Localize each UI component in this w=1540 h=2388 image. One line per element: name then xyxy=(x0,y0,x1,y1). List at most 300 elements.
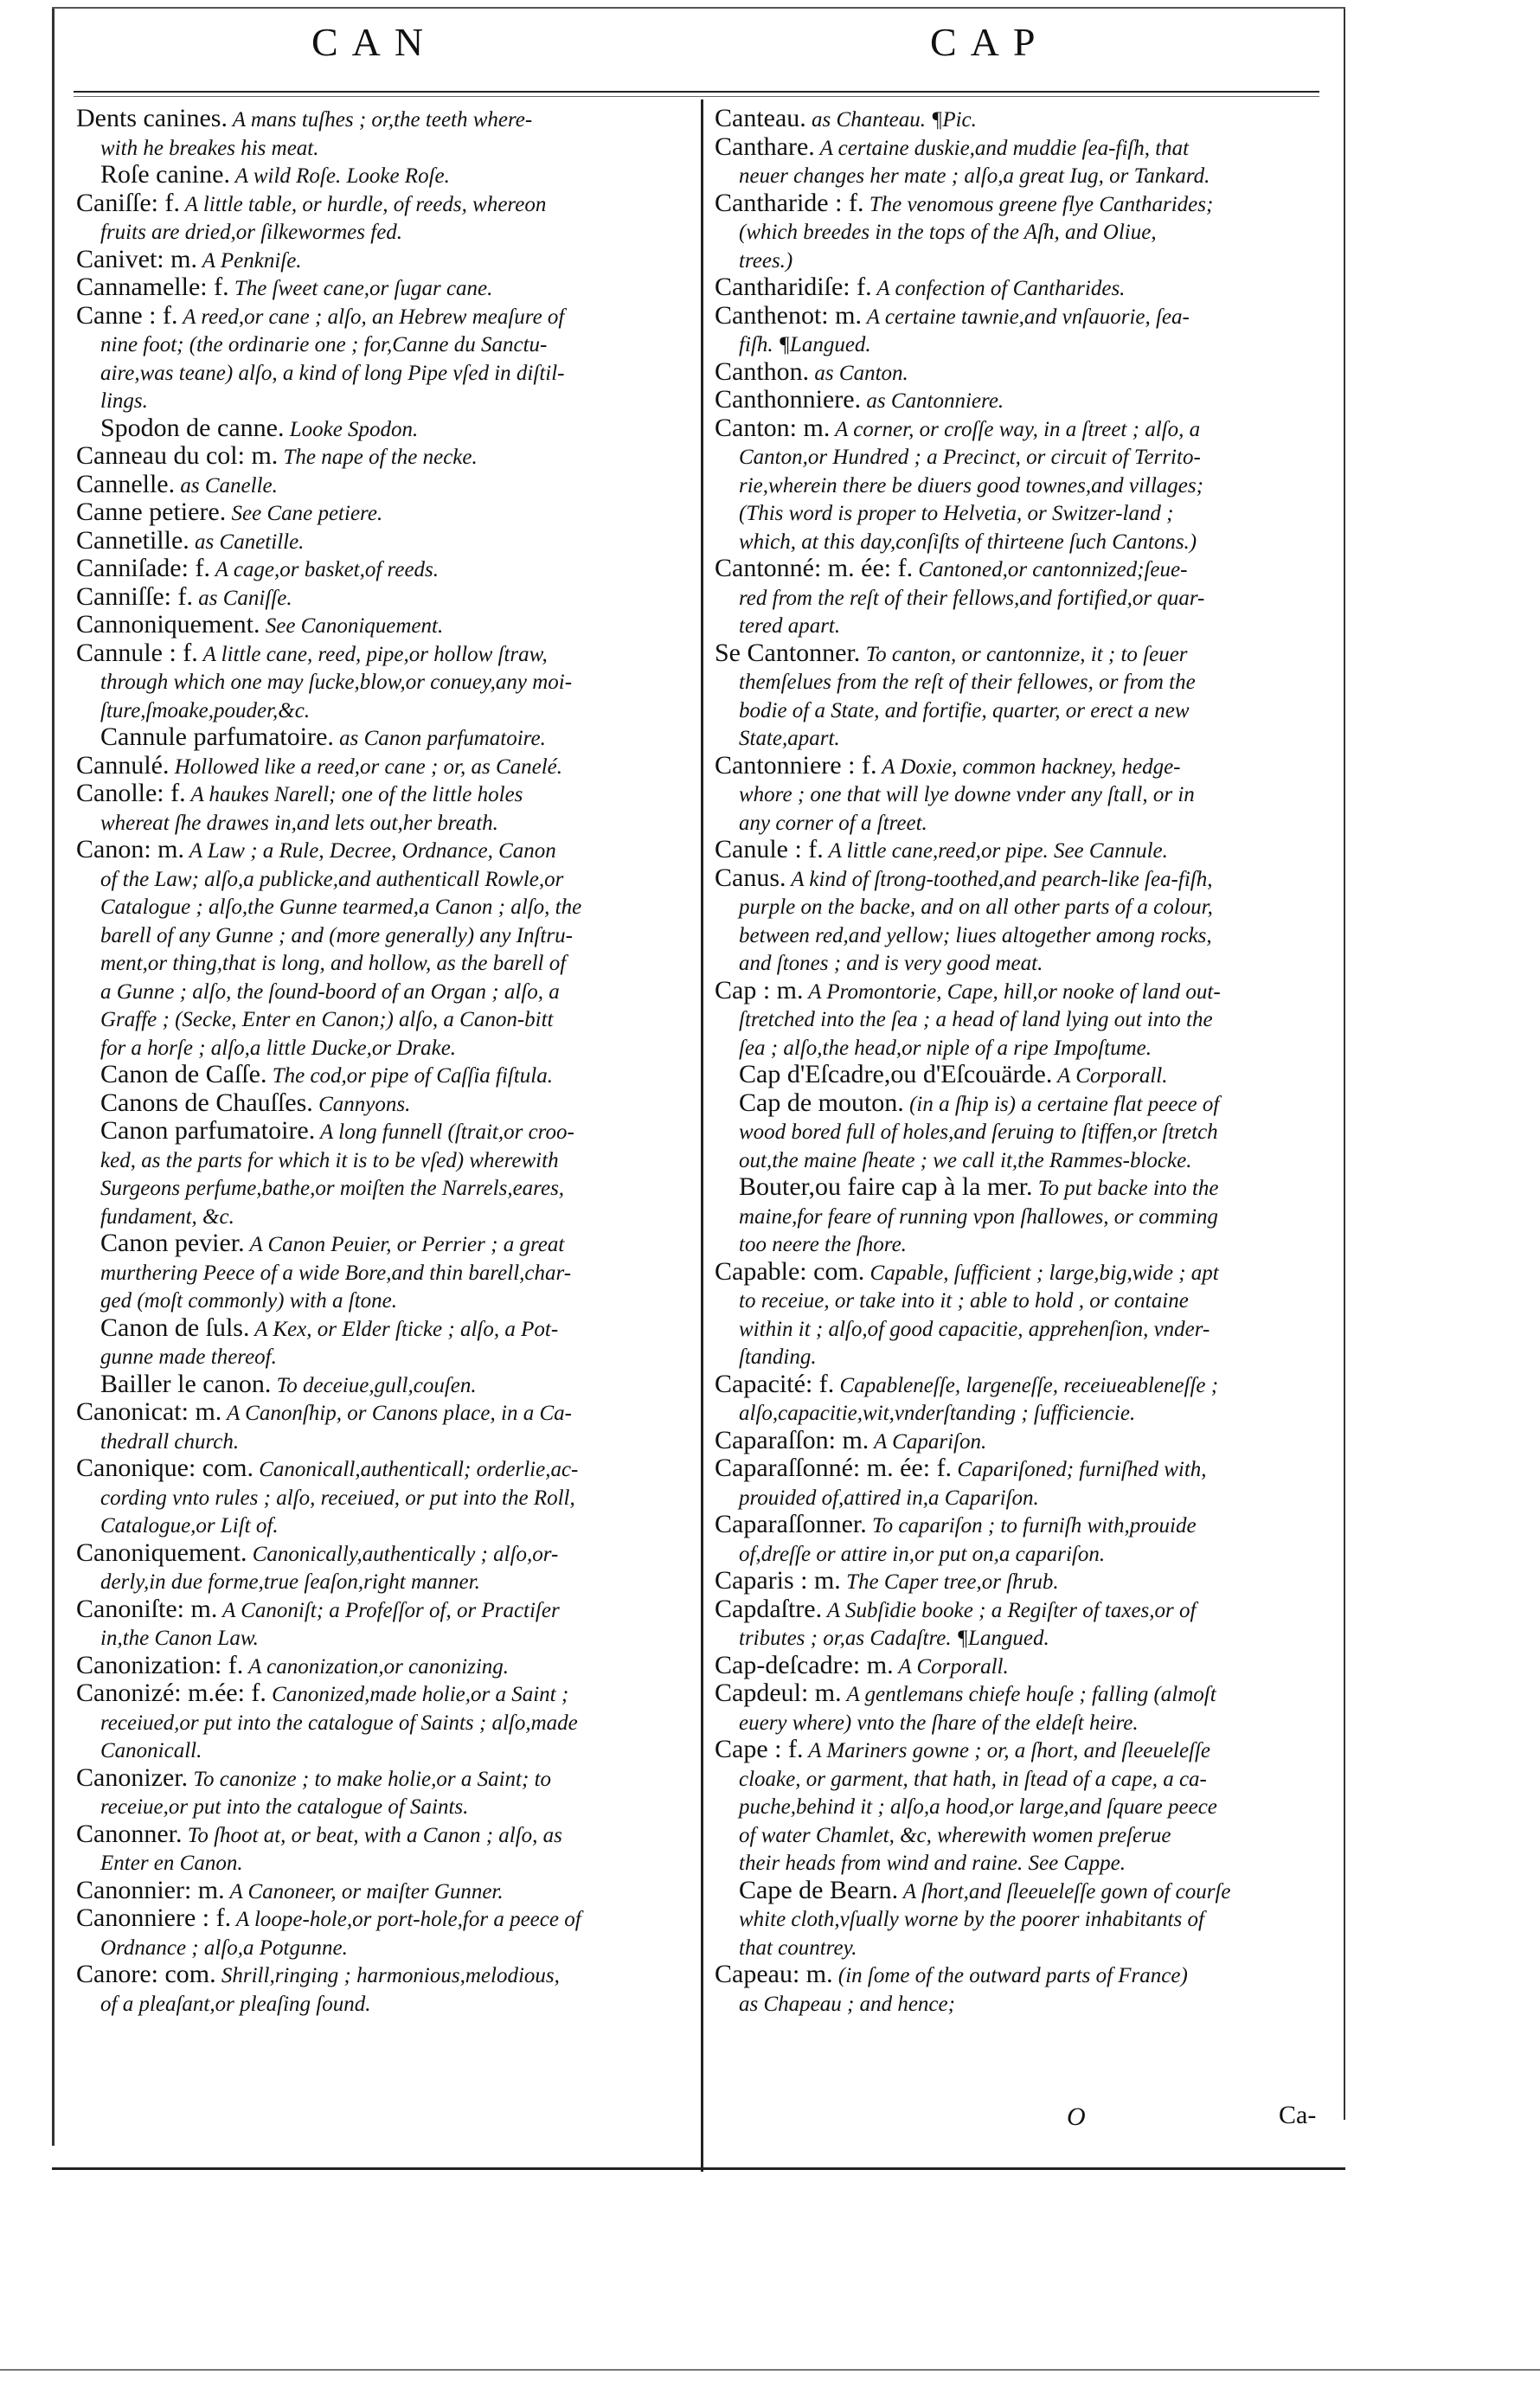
entry-headword: Canonner. xyxy=(76,1819,183,1848)
dictionary-entry-line xyxy=(715,1568,1339,1596)
dictionary-entry-line xyxy=(715,1793,1339,1821)
entry-definition: as Chapeau ; and hence; xyxy=(739,1992,955,2016)
dictionary-entry-line xyxy=(76,499,692,528)
dictionary-entry-line xyxy=(76,300,692,331)
dictionary-entry-line xyxy=(715,865,1339,894)
entry-headword: Capdeul: m. xyxy=(715,1679,842,1707)
entry-headword: Canon de Caſſe. xyxy=(100,1060,267,1088)
dictionary-entry-line xyxy=(76,1062,692,1090)
entry-definition: A little cane,reed,or pipe. See Cannule. xyxy=(823,839,1168,863)
entry-definition: thedrall church. xyxy=(100,1429,240,1454)
dictionary-entry-line xyxy=(715,1371,1339,1400)
entry-definition: (which breedes in the tops of the Aſh, and Oliue, xyxy=(739,221,1157,244)
dictionary-entry-line xyxy=(715,1425,1339,1456)
entry-definition: A Law ; a Rule, Decree, Ordnance, Canon xyxy=(184,839,556,863)
dictionary-entry-line xyxy=(76,1934,692,1962)
entry-definition: See Canoniquement. xyxy=(260,614,444,638)
column-divider xyxy=(701,100,703,2172)
entry-headword: Cannule parfumatoire. xyxy=(100,722,334,751)
dictionary-entry-line xyxy=(715,1540,1339,1569)
dictionary-entry-line xyxy=(76,1287,692,1315)
entry-definition: Cantoned,or cantonnized;ſeue- xyxy=(913,558,1188,581)
dictionary-entry-line xyxy=(715,640,1339,669)
dictionary-entry-line xyxy=(715,750,1339,781)
entry-definition: as Caniſſe. xyxy=(192,586,292,610)
entry-headword: Caparis : m. xyxy=(715,1566,841,1595)
entry-definition: Cannyons. xyxy=(312,1092,411,1116)
dictionary-entry-line xyxy=(715,809,1339,838)
dictionary-entry-line xyxy=(76,581,692,613)
dictionary-entry-line xyxy=(715,1090,1339,1119)
entry-definition: ſtanding. xyxy=(739,1345,817,1369)
dictionary-entry-line xyxy=(76,1568,692,1596)
dictionary-entry-line xyxy=(715,1512,1339,1540)
entry-headword: Canthonniere. xyxy=(715,385,862,414)
entry-definition: A certaine duskie,and muddie ſea-fiſh, that xyxy=(814,136,1190,160)
dictionary-entry-line xyxy=(76,1146,692,1175)
entry-headword: Caparaſſonné: m. ée: f. xyxy=(715,1454,953,1482)
dictionary-entry-line xyxy=(76,893,692,921)
dictionary-entry-line xyxy=(715,780,1339,809)
dictionary-entry-line xyxy=(76,1512,692,1540)
dictionary-entry-line xyxy=(76,443,692,472)
entry-definition: out,the maine ſheate ; we call it,the Rammes-blocke. xyxy=(739,1148,1192,1172)
entry-definition: neuer changes her mate ; alſo,a great Iug, or Tankard. xyxy=(739,164,1210,188)
dictionary-entry-line xyxy=(76,218,692,247)
entry-definition: A Canoneer, or maiſter Gunner. xyxy=(224,1879,504,1903)
entry-definition: Hollowed like a reed,or cane ; or, as Canelé. xyxy=(169,754,563,779)
dictionary-entry-line xyxy=(76,1875,692,1906)
entry-headword: Canton: m. xyxy=(715,413,831,442)
running-head-right: CAP xyxy=(930,20,1049,64)
entry-headword: Canne : f. xyxy=(76,300,178,330)
entry-headword: Cannelle. xyxy=(76,469,176,498)
entry-definition: Capariſoned; furniſhed with, xyxy=(952,1458,1207,1481)
entry-headword: Canne petiere. xyxy=(76,498,227,526)
dictionary-entry-line xyxy=(76,809,692,838)
entry-definition: that countrey. xyxy=(739,1935,857,1960)
entry-definition: through which one may ſucke,blow,or conuey,any moi- xyxy=(100,671,573,694)
entry-headword: Canus. xyxy=(715,863,786,892)
entry-definition: To canonize ; to make holie,or a Saint; to xyxy=(188,1767,552,1791)
dictionary-entry-line xyxy=(76,1821,692,1850)
dictionary-entry-line xyxy=(715,1680,1339,1709)
dictionary-entry-line xyxy=(76,162,692,190)
entry-headword: Capacité: f. xyxy=(715,1369,835,1398)
dictionary-entry-line xyxy=(715,1005,1339,1034)
dictionary-entry-line xyxy=(715,724,1339,753)
running-head-left: CAN xyxy=(311,20,438,64)
entry-definition: A canonization,or canonizing. xyxy=(243,1654,510,1679)
entry-definition: A Subſidie booke ; a Regiſter of taxes,or of xyxy=(822,1598,1197,1622)
left-border-rule xyxy=(52,9,55,2146)
entry-definition: ked, as the parts for which it is to be vſed) wherewith xyxy=(100,1148,559,1172)
dictionary-entry-line xyxy=(715,1174,1339,1203)
entry-headword: Roſe canine. xyxy=(100,160,230,189)
entry-definition: ſea ; alſo,the head,or niple of a ripe Impoſtume. xyxy=(739,1036,1152,1060)
entry-definition: A Corporall. xyxy=(893,1654,1009,1679)
entry-headword: Cantharide : f. xyxy=(715,188,864,217)
entry-headword: Canniſade: f. xyxy=(76,554,210,582)
dictionary-entry-line xyxy=(76,1762,692,1794)
entry-definition: euery where) vnto the ſhare of the eldeſt heire. xyxy=(739,1711,1139,1735)
dictionary-entry-line xyxy=(715,1961,1339,1990)
entry-headword: Canthon. xyxy=(715,356,810,386)
dictionary-entry-line xyxy=(76,1230,692,1259)
entry-definition: Shrill,ringing ; harmonious,melodious, xyxy=(215,1964,560,1987)
entry-definition: A cage,or basket,of reeds. xyxy=(209,558,440,581)
entry-headword: Cap-deſcadre: m. xyxy=(715,1650,894,1679)
dictionary-entry-line xyxy=(76,1203,692,1231)
entry-definition: for a horſe ; alſo,a little Ducke,or Drake. xyxy=(100,1036,457,1060)
entry-definition: (in ſome of the outward parts of France) xyxy=(832,1964,1188,1987)
dictionary-entry-line xyxy=(715,499,1339,528)
entry-headword: Canivet: m. xyxy=(76,244,197,273)
dictionary-entry-line xyxy=(715,331,1339,359)
scan-edge-rule xyxy=(0,2369,1540,2371)
dictionary-entry-line xyxy=(715,1315,1339,1344)
entry-definition: receiued,or put into the catalogue of Saints ; alſo,made xyxy=(100,1711,578,1735)
entry-headword: Canon pevier. xyxy=(100,1229,245,1257)
dictionary-entry-line xyxy=(715,1399,1339,1428)
entry-headword: Cannulé. xyxy=(76,750,170,780)
entry-headword: Canon de ſuls. xyxy=(100,1313,250,1342)
entry-definition: as Canton. xyxy=(809,361,908,385)
entry-headword: Cannamelle: f. xyxy=(76,273,229,301)
entry-headword: Canonniere : f. xyxy=(76,1903,232,1932)
entry-definition: of the Law; alſo,a publicke,and authenticall Rowle,or xyxy=(100,867,564,891)
dictionary-entry-line xyxy=(76,724,692,753)
dictionary-entry-line xyxy=(76,1624,692,1653)
entry-definition: Canonicall,authenticall; orderlie,ac- xyxy=(253,1458,579,1481)
entry-definition: tered apart. xyxy=(739,614,841,638)
entry-headword: Canonizé: m.ée: f. xyxy=(76,1679,266,1707)
entry-definition: as Cantonniere. xyxy=(861,389,1004,413)
entry-headword: Caniſſe: f. xyxy=(76,188,180,217)
entry-definition: Looke Spodon. xyxy=(284,417,419,441)
entry-headword: Canoniquement. xyxy=(76,1537,247,1567)
entry-definition: white cloth,vſually worne by the poorer inhabitants of xyxy=(739,1908,1204,1931)
dictionary-entry-line xyxy=(76,387,692,415)
entry-definition: fundament, &c. xyxy=(100,1204,234,1229)
entry-headword: Cap de mouton. xyxy=(739,1088,904,1117)
entry-definition: A confection of Cantharides. xyxy=(871,277,1126,300)
entry-headword: Canonique: com. xyxy=(76,1454,253,1482)
entry-definition: alſo,capacitie,wit,vnderſtanding ; ſufficiencie. xyxy=(739,1402,1136,1425)
entry-headword: Canonicat: m. xyxy=(76,1397,222,1426)
entry-headword: Cannoniquement. xyxy=(76,610,260,639)
right-border-rule xyxy=(1344,9,1345,2120)
entry-definition: fiſh. ¶Langued. xyxy=(739,333,871,356)
entry-definition: tributes ; or,as Cadaſtre. ¶Langued. xyxy=(739,1627,1049,1650)
dictionary-entry-line xyxy=(76,837,692,865)
entry-definition: To canton, or cantonnize, it ; to ſeuer xyxy=(860,642,1188,666)
dictionary-entry-line xyxy=(715,668,1339,696)
entry-definition: A ſhort,and ſleeueleſſe gown of courſe xyxy=(898,1879,1231,1903)
dictionary-entry-line xyxy=(715,1062,1339,1090)
dictionary-entry-line xyxy=(76,640,692,669)
entry-definition: (This word is proper to Helvetia, or Switzer-land ; xyxy=(739,502,1174,525)
dictionary-entry-line xyxy=(715,1875,1339,1906)
dictionary-entry-line xyxy=(76,696,692,725)
dictionary-entry-line xyxy=(715,190,1339,219)
dictionary-entry-line xyxy=(715,837,1339,865)
dictionary-entry-line xyxy=(715,555,1339,584)
dictionary-entry-line xyxy=(715,218,1339,247)
dictionary-entry-line xyxy=(715,893,1339,921)
entry-headword: Cantharidiſe: f. xyxy=(715,273,872,301)
dictionary-entry-line xyxy=(715,1230,1339,1259)
entry-headword: Se Cantonner. xyxy=(715,638,861,667)
entry-definition: maine,for feare of running vpon ſhallowes, or comming xyxy=(739,1204,1218,1229)
entry-definition: as Canetille. xyxy=(189,530,305,554)
entry-headword: Capable: com. xyxy=(715,1256,865,1286)
entry-definition: bodie of a State, and fortifie, quarter, or erect a new xyxy=(739,698,1190,722)
dictionary-entry-line xyxy=(76,1005,692,1034)
entry-definition: Catalogue ; alſo,the Gunne tearmed,a Canon ; alſo, the xyxy=(100,896,582,919)
dictionary-entry-line xyxy=(76,1990,692,2019)
dictionary-entry-line xyxy=(715,1146,1339,1175)
dictionary-entry-line xyxy=(715,1256,1339,1287)
dictionary-entry-line xyxy=(76,1537,692,1569)
entry-definition: prouided of,attired in,a Capariſon. xyxy=(739,1486,1039,1510)
entry-definition: derly,in due forme,true ſeaſon,right manner. xyxy=(100,1570,480,1594)
dictionary-entry-line xyxy=(715,162,1339,190)
entry-definition: which, at this day,conſiſts of thirteene ſuch Cantons.) xyxy=(739,530,1197,554)
entry-headword: Canteau. xyxy=(715,104,806,132)
entry-definition: Catalogue,or Liſt of. xyxy=(100,1514,279,1537)
entry-definition: A wild Roſe. Looke Roſe. xyxy=(229,164,450,188)
entry-definition: A certaine tawnie,and vnſauorie, ſea- xyxy=(861,305,1190,329)
dictionary-entry-line xyxy=(715,1736,1339,1765)
entry-definition: Surgeons perfume,bathe,or moiſten the Narrels,eares, xyxy=(100,1177,565,1200)
dictionary-entry-line xyxy=(715,1765,1339,1794)
entry-headword: Canneau du col: m. xyxy=(76,441,279,470)
dictionary-entry-line xyxy=(715,1034,1339,1062)
entry-definition: The Caper tree,or ſhrub. xyxy=(840,1570,1059,1594)
dictionary-entry-line xyxy=(76,359,692,388)
entry-definition: A Corporall. xyxy=(1052,1064,1168,1088)
dictionary-entry-line xyxy=(715,1905,1339,1934)
dictionary-entry-line xyxy=(715,1455,1339,1484)
catchword: Ca- xyxy=(1279,2101,1317,2129)
bottom-border-rule xyxy=(52,2167,1345,2170)
dictionary-entry-line xyxy=(76,1849,692,1878)
dictionary-entry-line xyxy=(76,106,692,134)
dictionary-entry-line xyxy=(76,525,692,556)
entry-headword: Canolle: f. xyxy=(76,779,186,807)
entry-definition: ged (moſt commonly) with a ſtone. xyxy=(100,1289,397,1313)
dictionary-entry-line xyxy=(76,668,692,696)
entry-definition: whereat ſhe drawes in,and lets out,her breath. xyxy=(100,811,498,835)
dictionary-entry-line xyxy=(715,274,1339,303)
dictionary-entry-line xyxy=(76,331,692,359)
entry-definition: A Promontorie, Cape, hill,or nooke of land out- xyxy=(803,979,1221,1004)
top-border-rule xyxy=(52,7,1345,9)
entry-headword: Canule : f. xyxy=(715,835,824,863)
entry-definition: of a pleaſant,or pleaſing ſound. xyxy=(100,1992,371,2016)
dictionary-entry-line xyxy=(715,1203,1339,1231)
dictionary-entry-line xyxy=(715,975,1339,1006)
entry-definition: To ſhoot at, or beat, with a Canon ; alſo, as xyxy=(182,1823,562,1847)
entry-definition: A Penkniſe. xyxy=(196,248,302,273)
dictionary-entry-line xyxy=(76,921,692,950)
dictionary-entry-line xyxy=(715,1934,1339,1962)
entry-headword: Canthenot: m. xyxy=(715,300,862,330)
dictionary-entry-line xyxy=(715,1118,1339,1146)
signature-mark: O xyxy=(1067,2102,1086,2131)
entry-definition: fruits are dried,or ſilkewormes fed. xyxy=(100,221,403,244)
dictionary-entry-line xyxy=(76,1484,692,1512)
entry-headword: Cannetille. xyxy=(76,525,189,555)
dictionary-entry-line xyxy=(76,1315,692,1344)
dictionary-entry-line xyxy=(76,1596,692,1625)
entry-headword: Cape : f. xyxy=(715,1735,804,1763)
dictionary-entry-line xyxy=(76,780,692,809)
entry-definition: Graffe ; (Secke, Enter en Canon;) alſo, a Canon-bitt xyxy=(100,1008,554,1031)
dictionary-entry-line xyxy=(76,1736,692,1765)
entry-definition: Canonically,authentically ; alſo,or- xyxy=(247,1542,559,1566)
entry-definition: murthering Peece of a wide Bore,and thin barell,char- xyxy=(100,1261,572,1285)
dictionary-entry-line xyxy=(76,750,692,781)
dictionary-entry-line xyxy=(715,921,1339,950)
dictionary-entry-line xyxy=(715,696,1339,725)
entry-definition: ment,or thing,that is long, and hollow, as the barell of xyxy=(100,952,567,975)
entry-definition: aire,was teane) alſo, a kind of long Pipe vſed in diſtil- xyxy=(100,361,565,385)
entry-headword: Caparaſſon: m. xyxy=(715,1425,869,1454)
dictionary-entry-line xyxy=(76,1793,692,1821)
entry-definition: The nape of the necke. xyxy=(278,446,478,469)
dictionary-entry-line xyxy=(76,469,692,500)
dictionary-entry-line xyxy=(76,274,692,303)
dictionary-entry-line xyxy=(715,1990,1339,2019)
dictionary-entry-line xyxy=(76,190,692,219)
dictionary-entry-line xyxy=(715,356,1339,388)
entry-definition: purple on the backe, and on all other parts of a colour, xyxy=(739,896,1213,919)
dictionary-entry-line xyxy=(76,1259,692,1287)
header-rule-thin xyxy=(74,96,1319,97)
entry-headword: Canons de Chauſſes. xyxy=(100,1088,313,1117)
entry-headword: Canniſſe: f. xyxy=(76,581,193,611)
entry-definition: To capariſon ; to furniſh with,prouide xyxy=(866,1514,1197,1537)
entry-definition: To put backe into the xyxy=(1032,1177,1219,1200)
entry-definition: The ſweet cane,or ſugar cane. xyxy=(228,277,493,300)
entry-definition: A mans tuſhes ; or,the teeth where- xyxy=(227,108,533,132)
entry-definition: Enter en Canon. xyxy=(100,1852,243,1875)
entry-definition: Ordnance ; alſo,a Potgunne. xyxy=(100,1935,348,1960)
entry-headword: Cantonné: m. ée: f. xyxy=(715,554,914,582)
left-column xyxy=(76,106,692,2018)
dictionary-entry-line xyxy=(715,247,1339,275)
entry-headword: Canonization: f. xyxy=(76,1650,244,1679)
entry-headword: Spodon de canne. xyxy=(100,413,285,442)
dictionary-entry-line xyxy=(715,584,1339,613)
dictionary-entry-line xyxy=(76,1709,692,1737)
dictionary-entry-line xyxy=(76,1174,692,1203)
entry-headword: Canore: com. xyxy=(76,1960,216,1988)
entry-definition: barell of any Gunne ; and (more generally) any Inſtru- xyxy=(100,923,573,947)
entry-definition: as Canon parfumatoire. xyxy=(333,727,546,750)
dictionary-entry-line xyxy=(715,415,1339,444)
dictionary-entry-line xyxy=(76,134,692,163)
entry-headword: Caparaſſonner. xyxy=(715,1510,867,1538)
entry-definition: cording vnto rules ; alſo, receiued, or put into the Roll, xyxy=(100,1486,575,1510)
entry-definition: between red,and yellow; liues altogether among rocks, xyxy=(739,923,1212,947)
dictionary-entry-line xyxy=(76,1371,692,1400)
entry-definition: A gentlemans chiefe houſe ; falling (almoſt xyxy=(841,1683,1216,1706)
entry-definition: To deceiue,gull,couſen. xyxy=(271,1373,477,1397)
entry-definition: A Capariſon. xyxy=(869,1429,987,1454)
entry-definition: red from the reſt of their fellows,and fortified,or quar- xyxy=(739,586,1205,610)
entry-definition: A Kex, or Elder ſticke ; alſo, a Pot- xyxy=(249,1317,559,1341)
entry-definition: State,apart. xyxy=(739,727,840,750)
entry-definition: their heads from wind and raine. See Cappe. xyxy=(739,1852,1126,1875)
entry-definition: A Canon Peuier, or Perrier ; a great xyxy=(244,1233,565,1256)
entry-headword: Cape de Bearn. xyxy=(739,1875,899,1904)
entry-headword: Canthare. xyxy=(715,132,815,161)
entry-definition: in,the Canon Law. xyxy=(100,1627,259,1650)
entry-definition: trees.) xyxy=(739,248,793,273)
entry-headword: Canoniſte: m. xyxy=(76,1594,218,1623)
entry-definition: cloake, or garment, that hath, in ſtead of a cape, a ca- xyxy=(739,1767,1207,1791)
entry-headword: Canon: m. xyxy=(76,835,184,863)
entry-headword: Cap d'Eſcadre,ou d'Eſcouärde. xyxy=(739,1060,1053,1088)
dictionary-entry-line xyxy=(76,612,692,640)
entry-definition: and ſtones ; and is very good meat. xyxy=(739,952,1043,975)
dictionary-entry-line xyxy=(715,1709,1339,1737)
entry-headword: Bailler le canon. xyxy=(100,1369,272,1398)
dictionary-entry-line xyxy=(715,1287,1339,1315)
dictionary-entry-line xyxy=(76,1455,692,1484)
entry-definition: Capableneſſe, largeneſſe, receiueableneſſe ; xyxy=(834,1373,1219,1397)
entry-definition: A Canonſhip, or Canons place, in a Ca- xyxy=(221,1402,572,1425)
dictionary-entry-line xyxy=(715,472,1339,500)
dictionary-entry-line xyxy=(715,106,1339,134)
entry-definition: (in a ſhip is) a certaine flat peece of xyxy=(903,1092,1220,1116)
dictionary-entry-line xyxy=(715,528,1339,556)
entry-definition: A Mariners gowne ; or, a ſhort, and ſleeueleſſe xyxy=(803,1739,1211,1762)
dictionary-entry-line xyxy=(76,865,692,894)
entry-definition: to receiue, or take into it ; able to hold , or containe xyxy=(739,1289,1189,1313)
dictionary-entry-line xyxy=(715,1849,1339,1878)
right-column xyxy=(715,106,1339,2018)
entry-definition: A Doxie, common hackney, hedge- xyxy=(876,754,1181,779)
entry-definition: lings. xyxy=(100,389,148,413)
entry-headword: Cannule : f. xyxy=(76,638,198,667)
entry-definition: ſtretched into the ſea ; a head of land lying out into the xyxy=(739,1008,1213,1031)
dictionary-entry-line xyxy=(715,612,1339,640)
entry-definition: The venomous greene flye Cantharides; xyxy=(863,192,1214,216)
entry-headword: Canonizer. xyxy=(76,1762,189,1792)
entry-headword: Cantonniere : f. xyxy=(715,750,877,780)
entry-definition: a Gunne ; alſo, the ſound-boord of an Organ ; alſo, a xyxy=(100,979,560,1004)
entry-definition: receiue,or put into the catalogue of Saints. xyxy=(100,1795,469,1819)
dictionary-entry-line xyxy=(76,1034,692,1062)
dictionary-entry-line xyxy=(76,415,692,444)
entry-definition: A loope-hole,or port-hole,for a peece of xyxy=(231,1908,581,1931)
entry-definition: any corner of a ſtreet. xyxy=(739,811,927,835)
dictionary-entry-line xyxy=(715,949,1339,978)
dictionary-entry-line xyxy=(715,134,1339,163)
dictionary-entry-line xyxy=(76,244,692,275)
entry-definition: nine foot; (the ordinarie one ; for,Canne du Sanctu- xyxy=(100,333,548,356)
entry-definition: A reed,or cane ; alſo, an Hebrew meaſure of xyxy=(177,305,565,329)
entry-definition: See Cane petiere. xyxy=(226,502,383,525)
dictionary-entry-line xyxy=(715,387,1339,415)
dictionary-entry-line xyxy=(76,978,692,1006)
dictionary-entry-line xyxy=(76,1680,692,1709)
dictionary-entry-line xyxy=(76,1399,692,1428)
